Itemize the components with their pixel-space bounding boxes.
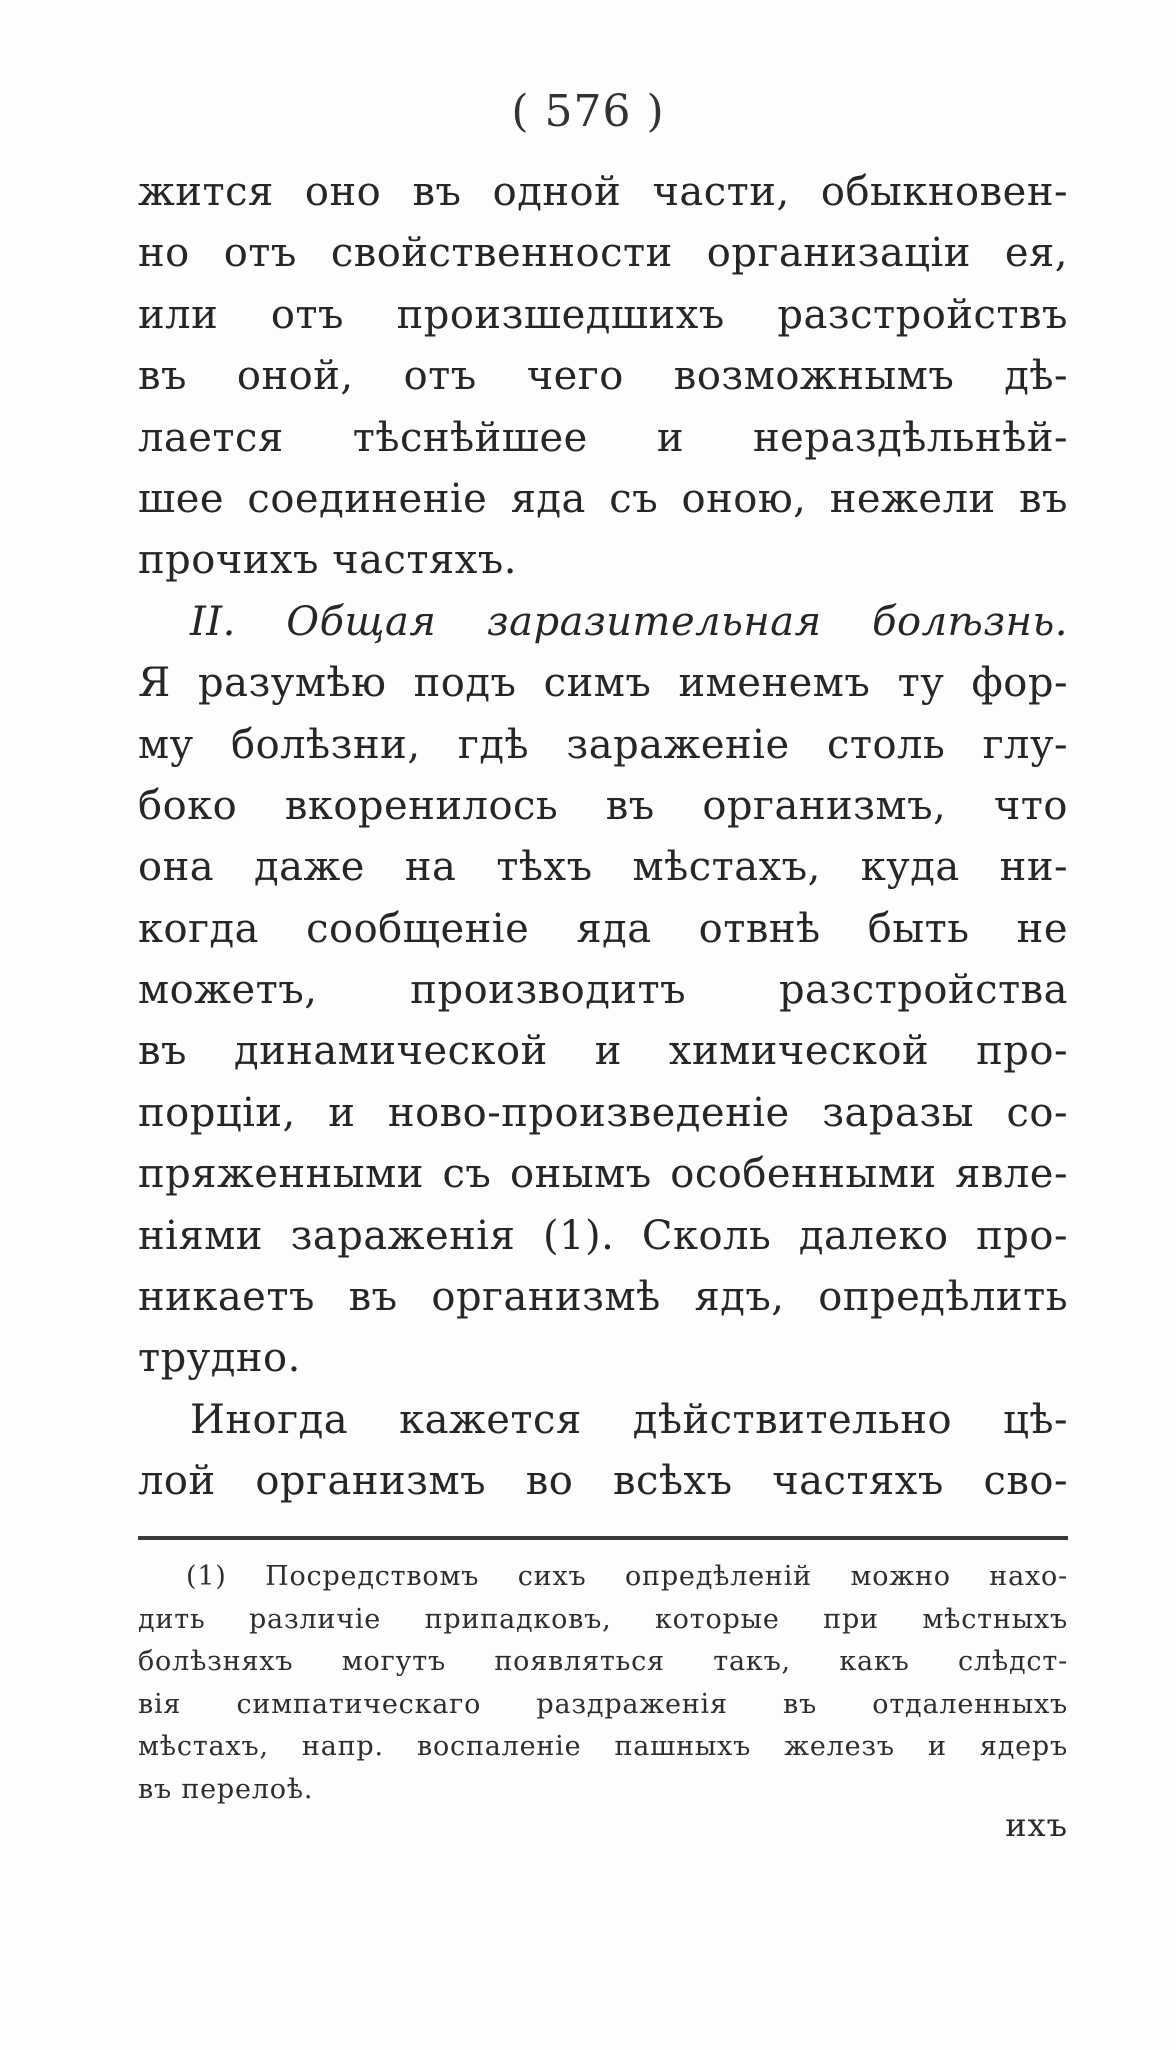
text-line: порціи, и ново-произведеніе заразы со- <box>138 1089 1068 1136</box>
text-line: когда сообщеніе яда отвнѣ быть не <box>138 905 1068 952</box>
footnote-line: (1) Посредствомъ сихъ опредѣленій можно нахо- <box>186 1561 1068 1592</box>
text-line: или отъ произшедшихъ разстройствъ <box>138 291 1068 338</box>
text-line: никаетъ въ организмѣ ядъ, опредѣлить <box>138 1274 1068 1321</box>
main-text-block <box>138 162 1068 1513</box>
text-line: Иногда кажется дѣйствительно цѣ- <box>190 1396 1068 1443</box>
footnote-line: мѣстахъ, напр. воспаленіе пашныхъ железъ и ядеръ <box>138 1731 1068 1762</box>
text-line: лается тѣснѣйшее и нераздѣльнѣй- <box>138 414 1068 461</box>
text-line: въ динамической и химической про- <box>138 1028 1068 1075</box>
text-line: пряженными съ онымъ особенными явле- <box>138 1151 1068 1198</box>
footnote-line: болѣзняхъ могутъ появляться такъ, какъ слѣдст- <box>138 1646 1068 1677</box>
text-line: но отъ свойственности организаціи ея, <box>138 230 1068 277</box>
text-line: можетъ, производитъ разстройства <box>138 967 1068 1014</box>
footnote-line: вія симпатическаго раздраженія въ отдаленныхъ <box>138 1688 1068 1720</box>
text-line: ніями зараженія (1). Сколь далеко про- <box>138 1212 1068 1259</box>
text-line: она даже на тѣхъ мѣстахъ, куда ни- <box>138 844 1068 891</box>
footnote-divider <box>138 1536 1068 1540</box>
page-number: ( 576 ) <box>511 86 665 137</box>
text-line: шее соединеніе яда съ оною, нежели въ <box>138 475 1068 522</box>
text-line: прочихъ частяхъ. <box>138 537 517 584</box>
catchword: ихъ <box>1005 1806 1068 1844</box>
text-line: въ оной, отъ чего возможнымъ дѣ- <box>138 353 1068 400</box>
text-line: му болѣзни, гдѣ зараженіе столь глу- <box>138 721 1068 768</box>
footnote-block <box>138 1556 1068 1811</box>
text-line: жится оно въ одной части, обыкновен- <box>138 169 1068 215</box>
section-heading: II. Общая заразительная болѣзнь. <box>190 598 1068 645</box>
text-line: лой организмъ во всѣхъ частяхъ сво- <box>138 1458 1068 1505</box>
footnote-line: въ перелоѣ. <box>138 1773 314 1805</box>
text-line: боко вкоренилось въ организмъ, что <box>138 782 1068 829</box>
footnote-line: дить различіе припадковъ, которые при мѣстныхъ <box>138 1603 1068 1635</box>
text-line: Я разумѣю подъ симъ именемъ ту фор- <box>138 660 1068 707</box>
text-line: трудно. <box>138 1335 301 1382</box>
